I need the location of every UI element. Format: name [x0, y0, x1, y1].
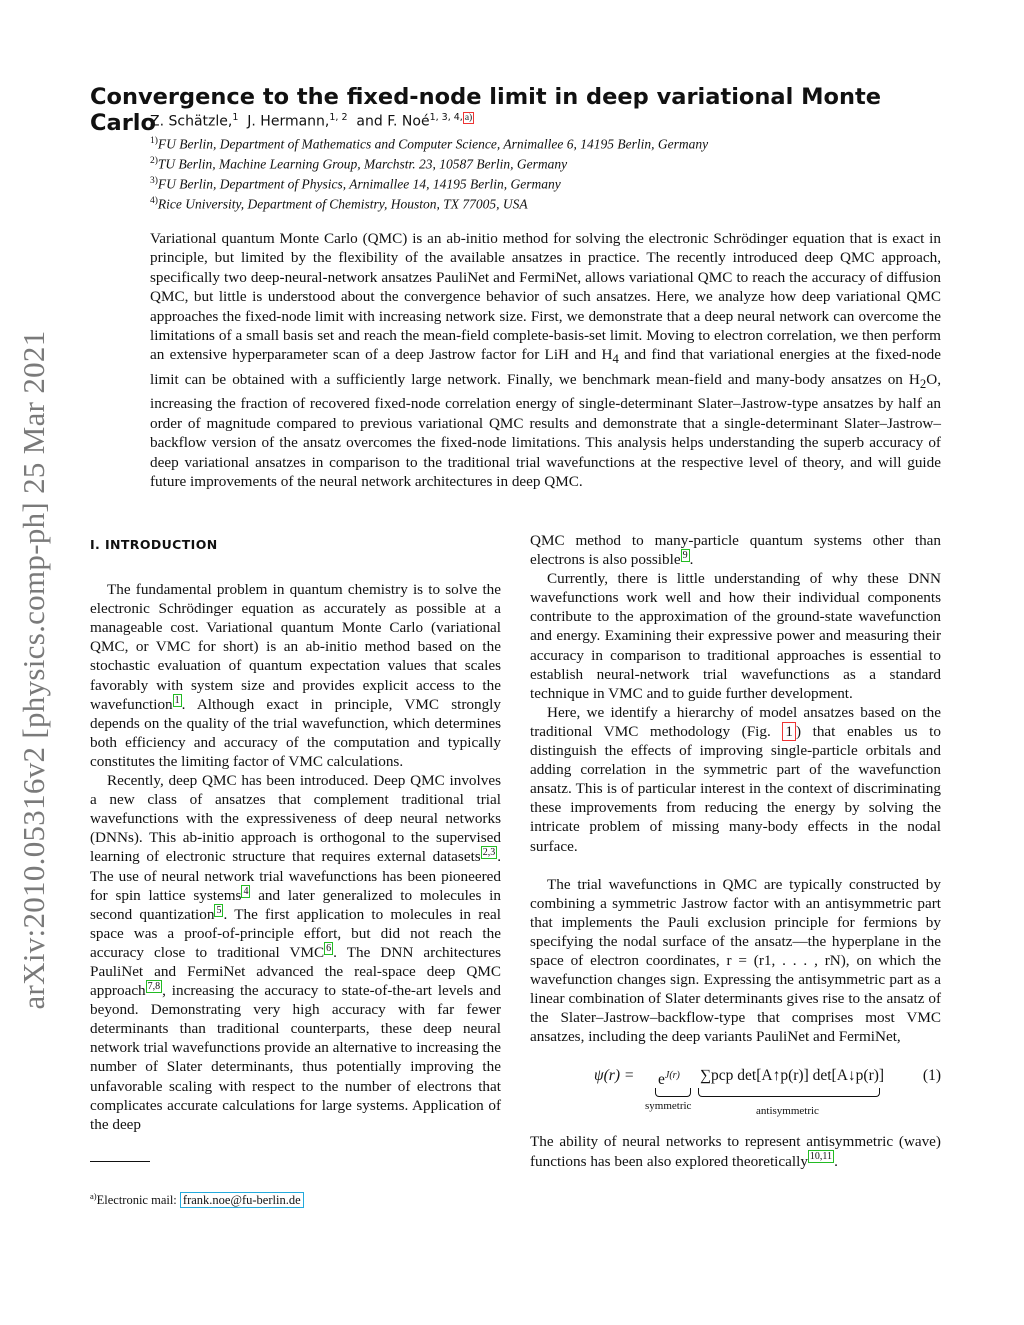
paper-title: Convergence to the fixed-node limit in deep variational Monte Carlo — [90, 84, 882, 136]
equation-determinant-sum: ∑pcp det[A↑p(r)] det[A↓p(r)] — [700, 1067, 885, 1085]
citation-link[interactable]: 1 — [174, 694, 180, 706]
paragraph: The fundamental problem in quantum chemistry is to solve the electronic Schrödinger equation as accurately as possible at a manageable cost. Variational quantum Monte Carlo (variational QMC, or VMC for short) is an ab-initio method based on the stochastic evaluation of quantum expectation values that scales favorably with system size and provides explicit access to the wavefunction $^1$ . Although exact in principle, VMC strongly depends on the quality of the trial wavefunction, which determines both efficiency and accuracy of the computation and typically constitutes the limiting factor of VMC calculations. — [90, 581, 501, 770]
email-link[interactable]: frank.noe@fu-berlin.de — [180, 1192, 304, 1208]
abstract: Variational quantum Monte Carlo (QMC) is an ab-initio method for solving the electronic Schrödinger equation that is exact in principle, but limited by the flexibility of the available ansatzes in practice. The recently introduced deep QMC approach, specifically two deep-neural-network ansatzes PauliNet and FermiNet, allows variational QMC to reach the accuracy of diffusion QMC, but little is understood about the convergence behavior of such ansatzes. Here, we analyze how deep variational QMC approaches the fixed-node limit with increasing network size. First, we demonstrate that a deep neural network can overcome the limitations of a small basis set and reach the mean-field complete-basis-set limit. Moving to electron correlation, we then perform an extensive hyperparameter scan of a deep Jastrow factor for LiH and $H_4$ and find that variational energies at the fixed-node limit can be obtained with a sufficiently large network. Finally, we benchmark mean-field and many-body ansatzes on $H_2O$, increasing the fraction of recovered fixed-node correlation energy of single-determinant Slater–Jastrow-type ansatzes by half an order of magnitude compared to previous variational QMC results and demonstrate that a single-determinant Slater–Jastrow–backflow version of the ansatz overcomes the fixed-node limitations. This analysis helps understanding the superb accuracy of deep variational ansatzes in comparison to the traditional trial wavefunctions at the respective level of theory, and will guide future improvements of the neural network architectures in deep QMC. — [150, 230, 942, 490]
citation-link[interactable]: 6 — [326, 942, 332, 954]
right-column — [530, 531, 941, 1171]
author-name: and F. Noé — [356, 113, 430, 130]
author-name: Z. Schätzle, — [150, 113, 233, 130]
citation-link[interactable]: 4 — [243, 885, 249, 897]
footnote-rule — [90, 1161, 150, 1162]
footnote: $^{a)}$Electronic mail: frank.noe@fu-berlin.de — [90, 1191, 304, 1208]
paragraph: QMC method to many-particle quantum systems other than electrons is also possible $^9$ . — [530, 532, 941, 569]
affiliation: $^{4)}$Rice University, Department of Chemistry, Houston, TX 77005, USA — [150, 195, 528, 212]
left-column — [90, 531, 501, 1134]
paragraph: The ability of neural networks to represent antisymmetric (wave) functions has been also explored theoretically $^{10,11}$ . — [530, 1133, 941, 1170]
underbrace — [698, 1088, 880, 1097]
equation-number: (1) — [922, 1067, 941, 1085]
author-footnote-link[interactable]: a) — [464, 113, 473, 123]
equation-label-antisymmetric: antisymmetric — [756, 1105, 819, 1118]
author-list: Z. Schätzle,$^1$ J. Hermann,$^{1, 2}$ and F. Noé$^{1, 3, 4,}$ $^{a)}$ — [150, 112, 473, 130]
citation-link[interactable]: 5 — [216, 904, 222, 916]
affiliation: $^{2)}$TU Berlin, Machine Learning Group, Marchstr. 23, 10587 Berlin, Germany — [150, 155, 568, 172]
section-heading: I. INTRODUCTION — [90, 537, 218, 552]
citation-link[interactable]: 9 — [682, 550, 688, 562]
paragraph: Recently, deep QMC has been introduced. Deep QMC involves a new class of ansatzes that complement traditional trial wavefunctions with the expressiveness of deep neural networks (DNNs). This ab-initio approach is orthogonal to the supervised learning of electronic structure that requires external datasets $^{2,3}$ . The use of neural network trial wavefunctions has been pioneered for spin lattice systems $^4$ and later generalized to molecules in second quantization $^5$ . The first application to molecules in real space was a proof-of-principle effort, but did not reach the accuracy close to traditional VMC $^6$ . The DNN architectures PauliNet and FermiNet advanced the real-space deep QMC approach $^{7,8}$ , increasing the accuracy to state-of-the-art levels and beyond. Demonstrating very high accuracy with far fewer determinants than traditional counterparts, these deep neural network trial wavefunctions provide an alternative to increasing the number of Slater determinants, thus potentially improving the unfavorable scaling with respect to the number of electrons that complicates accurate calculations for large systems. Application of the deep — [90, 772, 501, 1133]
paragraph: Currently, there is little understanding of why these DNN wavefunctions work well and how their individual components contribute to the approximation of the ground-state wavefunction and energy. Examining their expressive power and measuring their accuracy in comparison to traditional approaches is essential to establish neural-network trial wavefunctions as a standard technique in VMC and to guide further development. — [530, 570, 941, 702]
arxiv-side-label: arXiv:2010.05316v2 [physics.comp-ph] 25 Mar 2021 — [16, 330, 51, 1010]
citation-link[interactable]: 10,11 — [809, 1151, 833, 1163]
paragraph: The trial wavefunctions in QMC are typically constructed by combining a symmetric Jastrow factor with an antisymmetric part that implements the Pauli exclusion principle for fermions by specifying the nodal surface of the ansatz—the hyperplane in the space of electron coordinates, r = (r1, . . . , rN), on which the wavefunction changes sign. Expressing the antisymmetric part as a linear combination of Slater determinants gives rise to the ansatz of the Slater–Jastrow–backflow-type that comprises most VMC ansatzes, including the deep variants PauliNet and FermiNet, — [530, 875, 941, 1046]
affiliation: $^{3)}$FU Berlin, Department of Physics, Arnimallee 14, 14195 Berlin, Germany — [150, 175, 561, 192]
citation-link[interactable]: 7,8 — [147, 981, 161, 992]
underbrace — [655, 1088, 691, 1097]
equation-label-symmetric: symmetric — [645, 1100, 692, 1113]
equation-lhs: ψ(r) = — [594, 1067, 635, 1085]
author-name: J. Hermann, — [247, 113, 330, 130]
affiliation: $^{1)}$FU Berlin, Department of Mathematics and Computer Science, Arnimallee 6, 14195 Berlin, Germany — [150, 136, 709, 152]
affiliations — [150, 133, 750, 213]
equation-1 — [530, 1060, 941, 1120]
equation-exponential: $e^{J(r)}$ — [658, 1070, 680, 1089]
figure-link[interactable]: 1 — [782, 722, 796, 741]
citation-link[interactable]: 2,3 — [482, 847, 496, 859]
paragraph: Here, we identify a hierarchy of model ansatzes based on the traditional VMC methodology (Fig. 1 ) that enables us to distinguish the effects of improving single-particle orbitals and adding correlation in the symmetric part of the wavefunction ansatz. This is of particular interest in the context of discriminating these improvements from reducing the energy by solving the intricate problem of missing many-body effects in the nodal surface. — [530, 703, 941, 855]
